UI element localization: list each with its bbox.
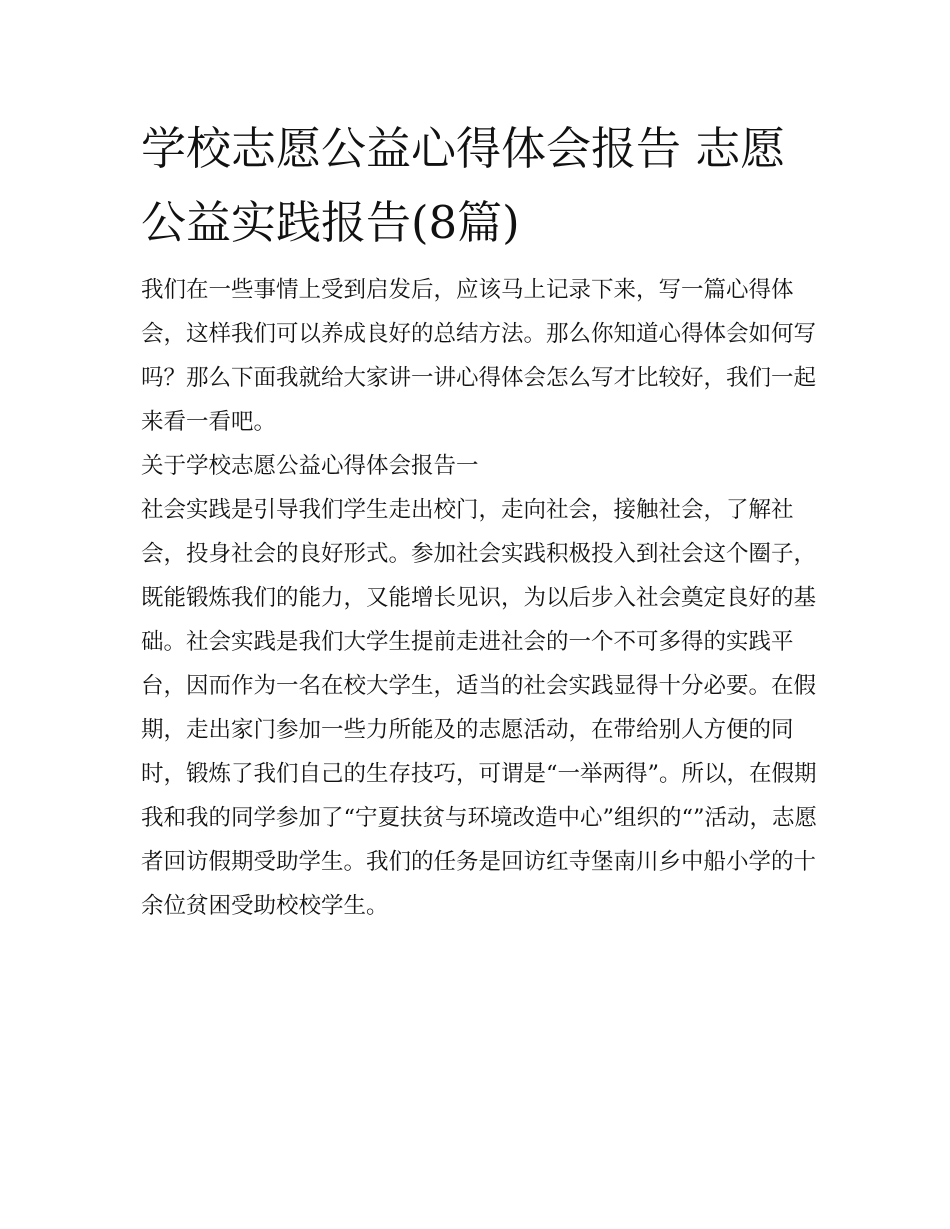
section-heading: 关于学校志愿公益心得体会报告一 [141,453,479,479]
document-title: 学校志愿公益心得体会报告 志愿公益实践报告(8篇) [141,122,786,249]
document-content [141,112,817,928]
intro-paragraph: 我们在一些事情上受到启发后，应该马上记录下来，写一篇心得体会，这样我们可以养成良好的总结方法。那么你知道心得体会如何写吗？那么下面我就给大家讲一讲心得体会怎么写才比较好，我们一起来看一看吧。 [141,277,817,435]
section-body-paragraph: 社会实践是引导我们学生走出校门，走向社会，接触社会，了解社会，投身社会的良好形式。参加社会实践积极投入到社会这个圈子，既能锻炼我们的能力，又能增长见识，为以后步入社会奠定良好的基础。社会实践是我们大学生提前走进社会的一个不可多得的实践平台，因而作为一名在校大学生，适当的社会实践显得十分必要。在假期，走出家门参加一些力所能及的志愿活动，在带给别人方便的同时，锻炼了我们自己的生存技巧，可谓是“一举两得”。所以，在假期我和我的同学参加了“宁夏扶贫与环境改造中心”组织的“”活动，志愿者回访假期受助学生。我们的任务是回访红寺堡南川乡中船小学的十余位贫困受助校校学生。 [141,497,818,919]
